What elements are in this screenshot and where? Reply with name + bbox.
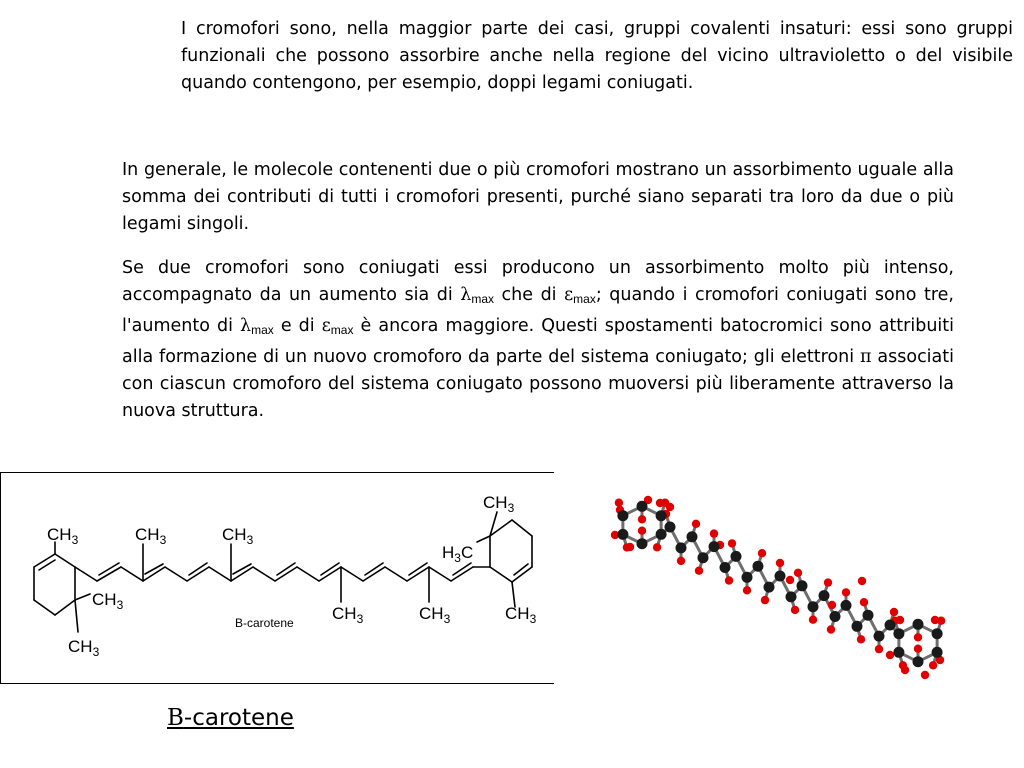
carbon-atom bbox=[656, 529, 667, 540]
carbon-atom bbox=[617, 529, 628, 540]
hydrogen-atom bbox=[890, 608, 898, 616]
carbon-atom bbox=[841, 600, 852, 611]
methyl-label: $CH_3$ bbox=[47, 525, 79, 547]
carbon-atom bbox=[709, 541, 720, 552]
carbon-atom bbox=[656, 510, 667, 521]
hydrogen-atom bbox=[791, 606, 799, 614]
hydrogen-atom bbox=[929, 661, 937, 669]
carbon-atom bbox=[637, 538, 648, 549]
beta-carotene-structural-formula bbox=[0, 472, 553, 682]
hydrogen-atom bbox=[615, 499, 623, 507]
structure-name-label: B-carotene bbox=[235, 616, 294, 630]
hydrogen-atom bbox=[824, 578, 832, 586]
model-carbon-atoms bbox=[617, 501, 942, 667]
ball-and-stick-model bbox=[600, 485, 950, 695]
hydrogen-atom bbox=[776, 559, 784, 567]
methyl-label: $CH_3$ bbox=[135, 525, 167, 547]
caption-text: -carotene bbox=[183, 705, 294, 731]
carbon-atom bbox=[764, 582, 775, 593]
text-segment: è ancora maggiore. Questi spostamenti batocromici sono attribuiti alla formazione di un nuovo cromoforo da parte del sistema coniugato; gli elettroni bbox=[122, 316, 955, 367]
hydrogen-atom bbox=[692, 520, 700, 528]
hydrogen-atom bbox=[666, 503, 674, 511]
hydrogen-atom bbox=[626, 543, 634, 551]
carbon-atom bbox=[687, 531, 698, 542]
hydrogen-atom bbox=[656, 499, 664, 507]
max-subscript: max bbox=[471, 292, 495, 306]
pi-symbol: π bbox=[860, 347, 872, 367]
carbon-atom bbox=[775, 571, 786, 582]
hydrogen-atom bbox=[638, 515, 646, 523]
hydrogen-atom bbox=[901, 666, 909, 674]
carbon-atom bbox=[830, 611, 841, 622]
hydrogen-atom bbox=[875, 645, 883, 653]
carbon-atom bbox=[731, 551, 742, 562]
carbon-atom bbox=[637, 501, 648, 512]
hydrogen-atom bbox=[886, 651, 894, 659]
carbon-atom bbox=[932, 647, 943, 658]
methyl-label: $CH_3$ bbox=[419, 604, 451, 626]
lambda-symbol: λ bbox=[460, 285, 472, 305]
hydrogen-atom bbox=[725, 576, 733, 584]
methyl-label: $CH_3$ bbox=[92, 590, 124, 612]
hydrogen-atom bbox=[827, 625, 835, 633]
hydrogen-atom bbox=[914, 645, 922, 653]
hydrogen-atom bbox=[677, 557, 685, 565]
text-segment: e di bbox=[273, 316, 322, 336]
hydrogen-atom bbox=[786, 576, 794, 584]
hydrogen-atom bbox=[728, 539, 736, 547]
methyl-label: $CH_3$ bbox=[332, 604, 364, 626]
carbon-atom bbox=[913, 656, 924, 667]
general-paragraph: In generale, le molecole contenenti due o più cromofori mostrano un assorbimento uguale alla somma dei contributi di tutti i cromofori presenti, purché siano separati tra loro da due o più legami singoli. bbox=[122, 160, 954, 234]
carbon-atom bbox=[742, 572, 753, 583]
methyl-label: $CH_3$ bbox=[68, 637, 100, 659]
text-segment: ; quando i cromofori coniugati sono tre, l'aumento di bbox=[122, 285, 954, 336]
carbon-atom bbox=[893, 647, 904, 658]
hydrogen-atom bbox=[638, 527, 646, 535]
hydrogen-atom bbox=[710, 529, 718, 537]
figure-caption bbox=[167, 705, 294, 731]
hydrogen-atom bbox=[842, 588, 850, 596]
intro-paragraph: I cromofori sono, nella maggior parte dei casi, gruppi covalenti insaturi: essi sono gruppi funzionali che possono assorbire anche nella regione del vicino ultravioletto o del visibile quando contengono, per esempio, doppi legami coniugati. bbox=[181, 19, 1013, 93]
max-subscript: max bbox=[573, 292, 596, 306]
carbon-atom bbox=[885, 620, 896, 631]
carbon-atom bbox=[863, 610, 874, 621]
methyl-label: $CH_3$ bbox=[505, 604, 537, 626]
text-segment: che di bbox=[494, 285, 565, 305]
carbon-atom bbox=[797, 580, 808, 591]
hydrogen-atom bbox=[860, 598, 868, 606]
carbon-atom bbox=[753, 561, 764, 572]
carbon-atom bbox=[786, 591, 797, 602]
methyl-label: $CH_3$ bbox=[222, 525, 254, 547]
carbon-atom bbox=[665, 522, 676, 533]
hydrogen-atom bbox=[761, 596, 769, 604]
carbon-atom bbox=[932, 628, 943, 639]
max-subscript: max bbox=[251, 323, 274, 337]
carbon-atom bbox=[698, 552, 709, 563]
hydrogen-atom bbox=[828, 601, 836, 609]
carbon-atom bbox=[720, 562, 731, 573]
max-subscript: max bbox=[330, 323, 354, 337]
methyl-label: $CH_3$ bbox=[483, 493, 515, 515]
methyl-label-h3c: $H_3C$ bbox=[442, 543, 474, 565]
hydrogen-atom bbox=[758, 549, 766, 557]
hydrogen-atom bbox=[653, 543, 661, 551]
carbon-atom bbox=[874, 631, 885, 642]
carbon-atom bbox=[676, 542, 687, 553]
bond-lines bbox=[34, 512, 532, 632]
hydrogen-atom bbox=[743, 586, 751, 594]
carbon-atom bbox=[893, 628, 904, 639]
carbon-atom bbox=[819, 590, 830, 601]
hydrogen-atom bbox=[914, 633, 922, 641]
hydrogen-atom bbox=[794, 569, 802, 577]
hydrogen-atom bbox=[857, 635, 865, 643]
hydrogen-atom bbox=[858, 577, 866, 585]
hydrogen-atom bbox=[695, 567, 703, 575]
carbon-atom bbox=[808, 601, 819, 612]
hydrogen-atom bbox=[931, 616, 939, 624]
caption-letter: B bbox=[167, 705, 184, 731]
lambda-symbol: λ bbox=[240, 316, 252, 336]
carbon-atom bbox=[617, 510, 628, 521]
carbon-atom bbox=[852, 621, 863, 632]
conjugation-paragraph bbox=[122, 255, 954, 425]
hydrogen-atom bbox=[809, 616, 817, 624]
text-segment: associati con ciascun cromoforo del sistema coniugato possono muoversi più liberamente attraverso la nuova struttura. bbox=[122, 347, 954, 421]
text-segment: Se due cromofori sono coniugati essi producono un assorbimento molto più intenso, accompagnato da un aumento sia di bbox=[122, 258, 954, 305]
hydrogen-atom bbox=[921, 671, 929, 679]
carbon-atom bbox=[913, 619, 924, 630]
epsilon-symbol: ε bbox=[321, 316, 331, 336]
hydrogen-atom bbox=[896, 616, 904, 624]
epsilon-symbol: ε bbox=[564, 285, 574, 305]
